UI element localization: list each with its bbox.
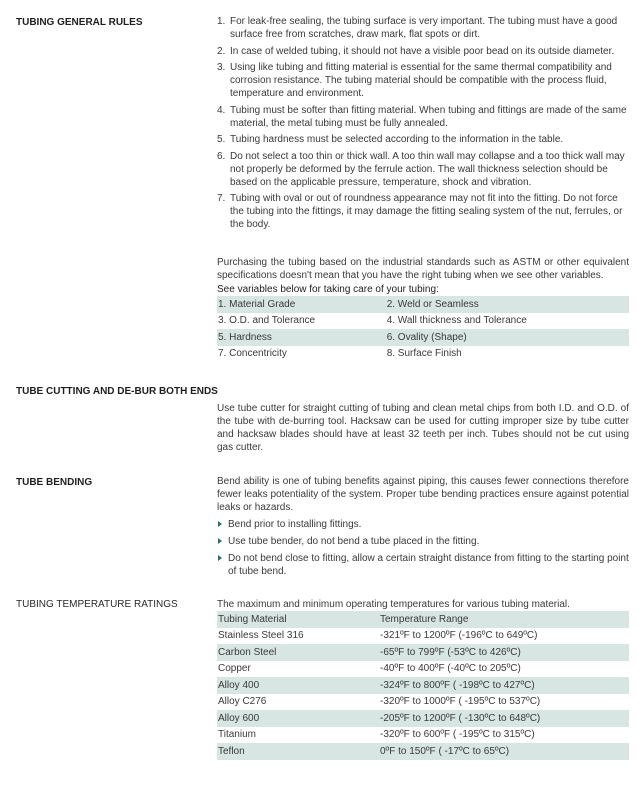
rule-number: 5. [217, 134, 226, 145]
table-cell: 3. O.D. and Tolerance [218, 315, 316, 327]
rule-item [217, 192, 629, 231]
table-cell: Stainless Steel 316 [218, 630, 304, 642]
table-row [217, 677, 629, 694]
tube-cutting-heading: TUBE CUTTING AND DE-BUR BOTH ENDS [16, 386, 218, 397]
rule-number: 6. [217, 150, 226, 162]
general-rules-heading: TUBING GENERAL RULES [16, 17, 143, 28]
table-cell: -324ºF to 800ºF ( -198ºC to 427ºC) [379, 677, 629, 694]
tube-cutting-text: Use tube cutter for straight cutting of tubing and clean metal chips from both I.D. and O.D. of the tube with de-burring tool. Hacksaw can be used for cutting improper size by tube cutter and hacksaw blades should have at least 32 teeth per inch. Tubes should not be cut using gas cutter. [217, 403, 629, 453]
bullet-text: Use tube bender, do not bend a tube placed in the fitting. [228, 536, 480, 547]
table-cell: 5. Hardness [217, 329, 387, 346]
table-cell: Carbon Steel [217, 644, 379, 661]
rule-item [217, 45, 629, 58]
variables-table [217, 296, 629, 362]
general-rules-block [217, 15, 629, 235]
rule-text: Do not select a too thin or thick wall. A too thin wall may collapse and a too thick wall may not properly be deformed by the ferrule action. The wall thickness selection should be based on the applicable pressure, temperature, shock and vibration. [230, 150, 625, 188]
table-cell: Titanium [218, 729, 256, 741]
purchase-text: Purchasing the tubing based on the industrial standards such as ASTM or other equivalent specifications doesn't mean that you have the right tubing when we see other variables. [217, 257, 629, 281]
table-header-row [217, 611, 629, 628]
list-item [217, 552, 629, 578]
rule-item [217, 150, 629, 189]
arrow-bullet-icon [218, 521, 222, 527]
rule-number: 1. [217, 16, 226, 27]
table-cell: 0ºF to 150ºF ( -17ºC to 65ºC) [379, 743, 629, 760]
table-cell: Alloy 600 [217, 710, 379, 727]
table-row [217, 296, 629, 313]
bullet-text: Bend prior to installing fittings. [228, 519, 362, 530]
arrow-bullet-icon [218, 538, 222, 544]
table-cell: Alloy 400 [217, 677, 379, 694]
table-row [217, 313, 629, 330]
tube-bending-text: Bend ability is one of tubing benefits against piping, this causes fewer connections therefore fewer leaks potentiality of the system. Proper tube bending practices ensure against potential leaks or hazards. [217, 476, 629, 513]
tube-bending-heading: TUBE BENDING [16, 477, 93, 488]
table-cell: -320ºF to 1000ºF ( -195ºC to 537ºC) [380, 696, 541, 708]
table-cell: -205ºF to 1200ºF ( -130ºC to 648ºC) [379, 710, 629, 727]
temperature-ratings-heading: TUBING TEMPERATURE RATINGS [16, 599, 178, 610]
table-cell: -40ºF to 400ºF (-40ºC to 205ºC) [380, 663, 521, 675]
table-cell: 6. Ovality (Shape) [387, 329, 629, 346]
rule-text: Tubing must be softer than fitting material. When tubing and fittings are made of the same material, the metal tubing must be fully annealed. [230, 104, 627, 129]
rule-number: 3. [217, 62, 226, 73]
temperature-table [217, 611, 629, 760]
rule-item [217, 133, 629, 146]
rule-number: 2. [217, 45, 226, 57]
arrow-bullet-icon [218, 555, 222, 561]
rule-text: For leak-free sealing, the tubing surface is very important. The tubing must have a good surface free from scratches, draw mark, flat spots or dirt. [230, 16, 618, 40]
table-row [217, 644, 629, 661]
table-row [217, 628, 629, 645]
table-row [217, 661, 629, 678]
bullet-text: Do not bend close to fitting, allow a certain straight distance from fitting to the starting point of tube bend. [228, 553, 629, 577]
rule-item [217, 104, 629, 130]
table-cell: 1. Material Grade [217, 296, 387, 313]
table-cell: 4. Wall thickness and Tolerance [386, 315, 527, 327]
table-row [217, 694, 629, 711]
list-item [217, 518, 629, 531]
list-item [217, 535, 629, 548]
rule-item [217, 61, 629, 100]
table-row [217, 710, 629, 727]
table-cell: 8. Surface Finish [386, 348, 462, 360]
table-row [217, 727, 629, 744]
temperature-ratings-block [217, 598, 629, 760]
column-header-range: Temperature Range [379, 611, 629, 628]
rule-item [217, 15, 629, 41]
table-cell: Copper [218, 663, 251, 675]
table-cell: Alloy C276 [218, 696, 267, 708]
rule-number: 4. [217, 104, 226, 116]
table-cell: 7. Concentricity [218, 348, 287, 360]
table-cell: 2. Weld or Seamless [387, 296, 629, 313]
rule-number: 7. [217, 193, 226, 204]
column-header-material: Tubing Material [217, 611, 379, 628]
rule-text: Tubing hardness must be selected according to the information in the table. [230, 134, 564, 145]
general-rules-list [217, 15, 629, 231]
purchase-block [217, 256, 629, 362]
table-row [217, 329, 629, 346]
table-cell: -65ºF to 799ºF (-53ºC to 426ºC) [379, 644, 629, 661]
rule-text: In case of welded tubing, it should not have a visible poor bead on its outside diameter. [230, 45, 615, 57]
table-cell: Teflon [217, 743, 379, 760]
table-row [217, 346, 629, 363]
table-cell: -320ºF to 600ºF ( -195ºC to 315ºC) [380, 729, 535, 741]
rule-text: Using like tubing and fitting material is essential for the same thermal compatibility and corrosion resistance. The tubing material should be compatible with the process fluid, temperature and environment. [230, 62, 612, 99]
tube-bending-block [217, 475, 629, 582]
tube-cutting-block [217, 402, 629, 454]
variables-heading: See variables below for taking care of your tubing: [217, 284, 439, 295]
bending-bullet-list [217, 518, 629, 578]
table-row [217, 743, 629, 760]
temperature-intro: The maximum and minimum operating temperatures for various tubing material. [217, 599, 570, 610]
table-cell: -321ºF to 1200ºF (-196ºC to 649ºC) [380, 630, 538, 642]
rule-text: Tubing with oval or out of roundness appearance may not fit into the fitting. Do not force the tubing into the fittings, it may damage the fitting sealing system of the nut, ferrules, or the body. [230, 193, 623, 230]
